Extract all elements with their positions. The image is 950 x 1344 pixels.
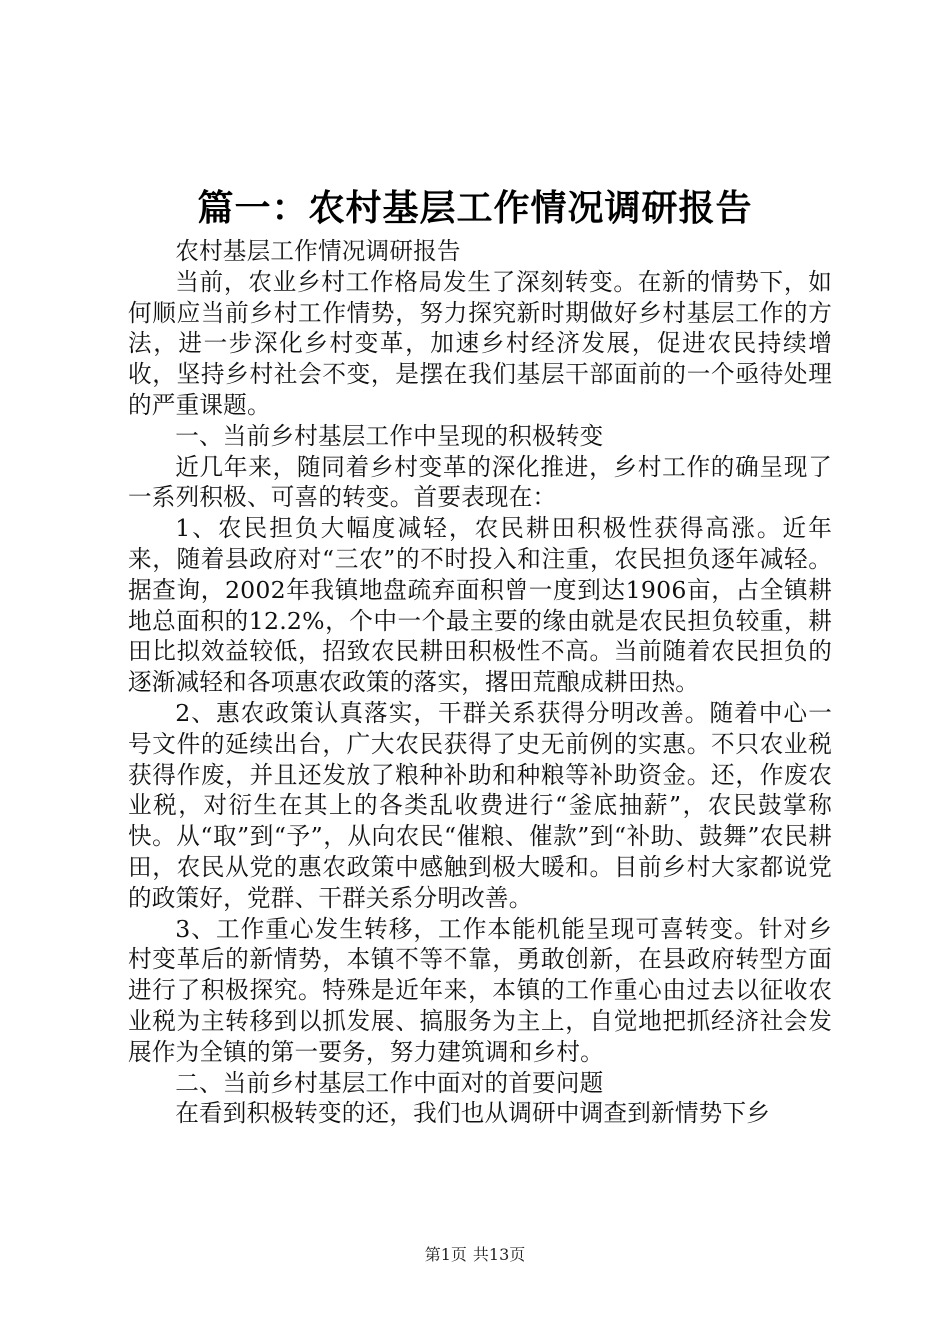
subtitle-paragraph: 农村基层工作情况调研报告: [175, 237, 461, 265]
point-2-paragraph: 2、惠农政策认真落实，干群关系获得分明改善。随着中心一号文件的延续出台，广大农民获得了史无前例的实惠。不只农业税获得作废，并且还发放了粮种补助和种粮等补助资金。还，作废农业税，对衍生在其上的各类乱收费进行“釜底抽薪”，农民鼓掌称快。从“取”到“予”，从向农民“催粮、催款”到“补助、鼓舞”农民耕田，农民从党的惠农政策中感触到极大暖和。目前乡村大家都说党的政策好，党群、干群关系分明改善。: [128, 698, 832, 912]
point-3-paragraph: 3、工作重心发生转移，工作本能机能呈现可喜转变。针对乡村变革后的新情势，本镇不等不靠，勇敢创新，在县政府转型方面进行了积极探究。特殊是近年来，本镇的工作重心由过去以征收农业税为主转移到以抓发展、搞服务为主上，自觉地把抓经济社会发展作为全镇的第一要务，努力建筑调和乡村。: [128, 914, 832, 1066]
section-2-intro-paragraph: 在看到积极转变的还，我们也从调研中调查到新情势下乡: [175, 1099, 771, 1128]
intro-paragraph: 当前，农业乡村工作格局发生了深刻转变。在新的情势下，如何顺应当前乡村工作情势，努力探究新时期做好乡村基层工作的方法，进一步深化乡村变革，加速乡村经济发展，促进农民持续增收，坚持乡村社会不变，是摆在我们基层干部面前的一个亟待处理的严重课题。: [128, 267, 832, 419]
document-body: [128, 236, 832, 1129]
section-heading-1: 一、当前乡村基层工作中呈现的积极转变: [175, 421, 604, 450]
page-number: 第1页: [424, 1245, 467, 1264]
section-1-intro-paragraph: 近几年来，随同着乡村变革的深化推进，乡村工作的确呈现了一系列积极、可喜的转变。首要表现在：: [128, 452, 832, 512]
point-1-paragraph: 1、农民担负大幅度减轻，农民耕田积极性获得高涨。近年来，随着县政府对“三农”的不时投入和注重，农民担负逐年减轻。据查询，2002年我镇地盘疏弃面积曾一度到达1906亩，占全镇耕地总面积的12.2%，个中一个最主要的缘由就是农民担负较重，耕田比拟效益较低，招致农民耕田积极性不高。当前随着农民担负的逐渐减轻和各项惠农政策的落实，撂田荒酿成耕田热。: [128, 514, 832, 697]
section-heading-2: 二、当前乡村基层工作中面对的首要问题: [175, 1068, 604, 1097]
page-total: 共13页: [472, 1245, 526, 1264]
document-title: 篇一：农村基层工作情况调研报告: [197, 188, 753, 229]
page-footer: [0, 1245, 950, 1265]
